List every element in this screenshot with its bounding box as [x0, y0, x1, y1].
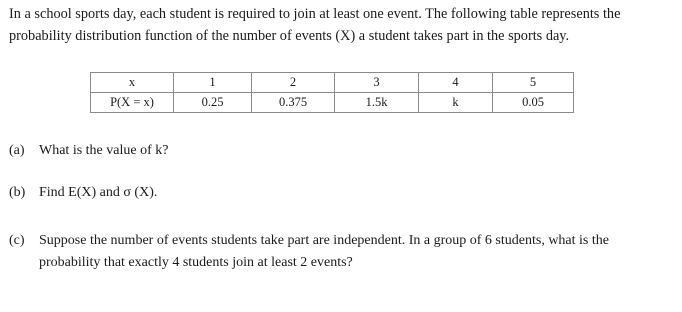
intro-line-1: In a school sports day, each student is required to join at least one event. The following table represents the: [9, 6, 621, 22]
table-row-x: [91, 73, 574, 93]
table-cell: 2: [252, 73, 335, 93]
question-text: Find E(X) and σ (X).: [39, 185, 158, 200]
table-row-probability: [91, 93, 574, 113]
table-cell: 5: [493, 73, 574, 93]
question-text-line-2: probability that exactly 4 students join at least 2 events?: [39, 255, 353, 270]
question-c: [9, 230, 677, 274]
question-label: (a): [9, 143, 25, 158]
table-cell: x: [91, 73, 174, 93]
question-b: [9, 182, 157, 204]
table-cell: 4: [419, 73, 493, 93]
question-label: (c): [9, 233, 25, 248]
table-cell: P(X = x): [91, 93, 174, 113]
table-cell: 0.375: [252, 93, 335, 113]
question-text: What is the value of k?: [39, 143, 169, 158]
table-cell: 0.25: [174, 93, 252, 113]
table-cell: 0.05: [493, 93, 574, 113]
question-label: (b): [9, 185, 26, 200]
table-cell: k: [419, 93, 493, 113]
question-text-line-1: Suppose the number of events students take part are independent. In a group of 6 students, what is the: [39, 233, 609, 248]
probability-distribution-table: [90, 72, 574, 113]
intro-line-2: probability distribution function of the number of events (X) a student takes part in the sports day.: [9, 28, 570, 44]
table-cell: 3: [335, 73, 419, 93]
question-a: [9, 140, 168, 162]
table-cell: 1.5k: [335, 93, 419, 113]
problem-intro: [9, 3, 677, 47]
table-cell: 1: [174, 73, 252, 93]
